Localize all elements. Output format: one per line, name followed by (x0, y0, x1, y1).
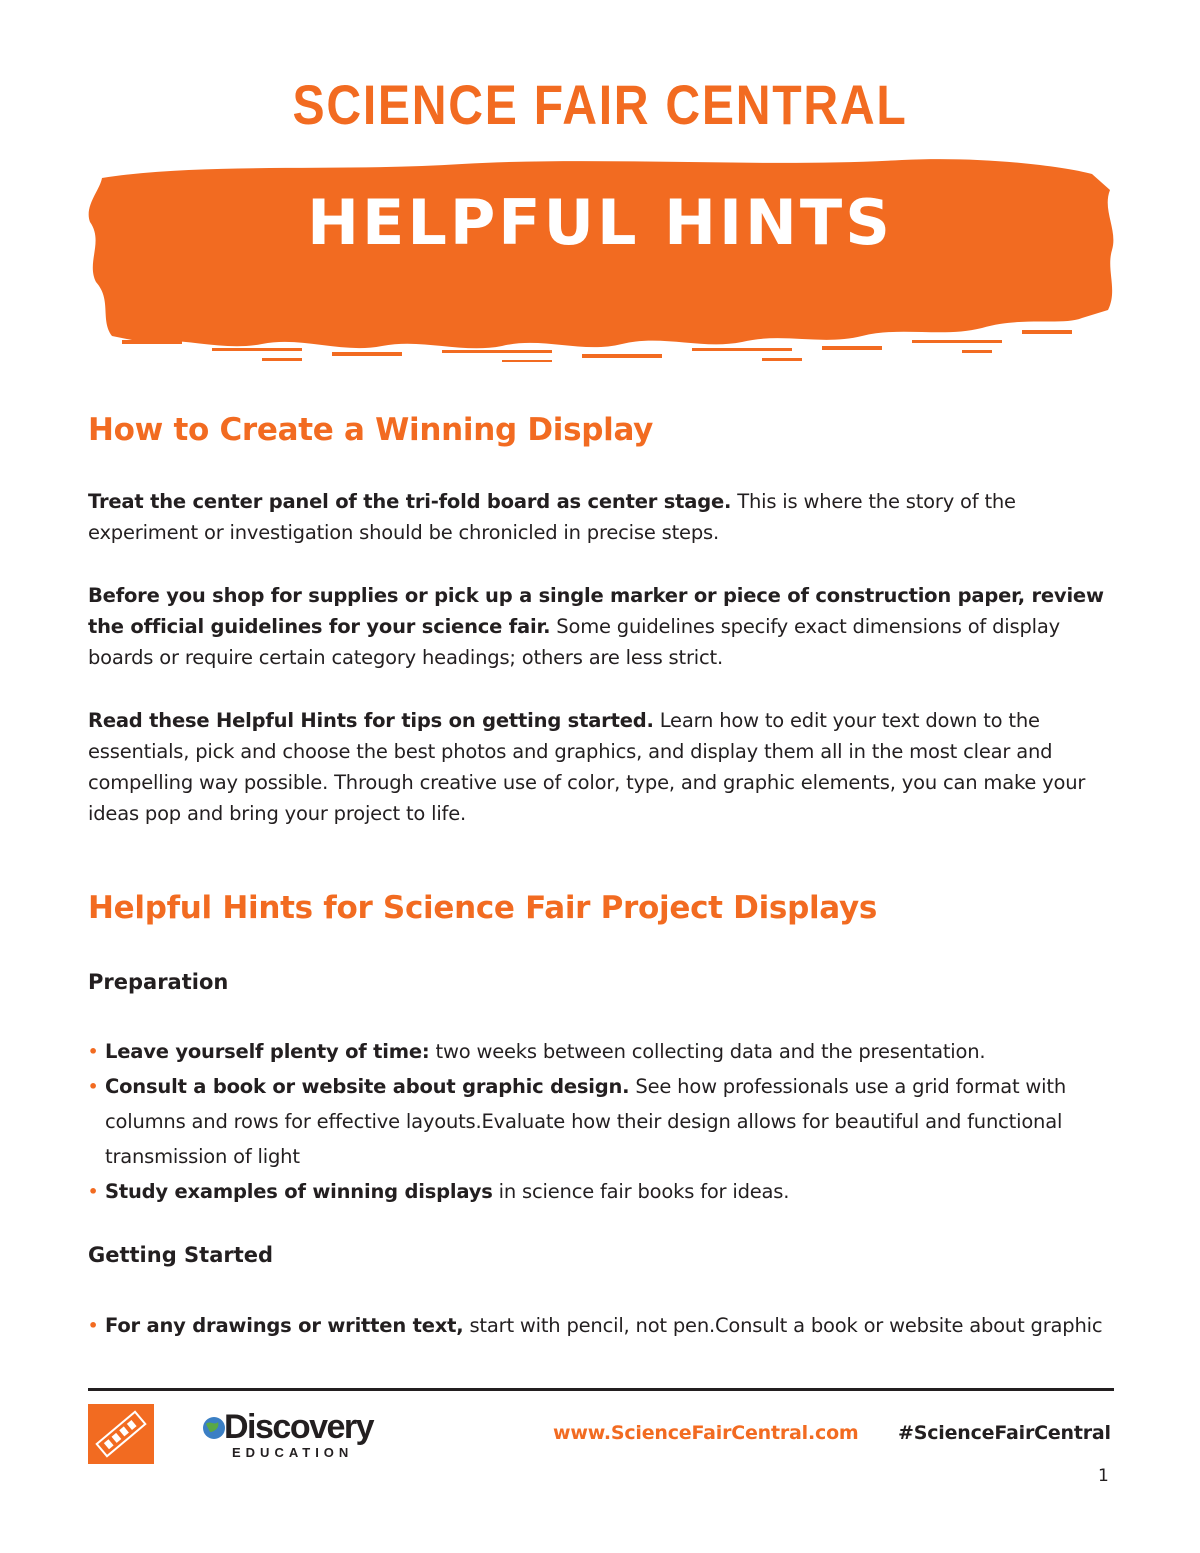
paragraph-1 (88, 486, 1118, 548)
bullet-icon: • (88, 1042, 99, 1061)
list-item-bold: Consult a book or website about graphic design. (105, 1075, 630, 1098)
list-item-bold: For any drawings or written text, (105, 1314, 464, 1337)
home-depot-logo-icon (86, 1402, 156, 1466)
page-number: 1 (1098, 1466, 1109, 1486)
paragraph-3-text: Learn how to edit your text down to the essentials, pick and choose the best photos and graphics, and display them all in the most clear and compelling way possible. Through creative use of color, type, and graphic elements, you can make your ideas pop and bring your project to life. (88, 709, 1086, 825)
list-item (88, 1069, 1118, 1174)
list-item-bold: Leave yourself plenty of time: (105, 1040, 430, 1063)
paragraph-2-text: Some guidelines specify exact dimensions of display boards or require certain category headings; others are less strict. (88, 615, 1060, 669)
banner-title: HELPFUL HINTS (307, 186, 893, 259)
bullet-icon: • (88, 1182, 99, 1201)
paragraph-3 (88, 705, 1118, 829)
list-item-text: two weeks between collecting data and the presentation. (429, 1040, 986, 1063)
paragraph-2-bold: Before you shop for supplies or pick up a single marker or piece of construction paper, review the official guidelines for your science fair. (88, 584, 1104, 638)
bullet-icon: • (88, 1077, 99, 1096)
paragraph-1-bold: Treat the center panel of the tri-fold board as center stage. (88, 490, 732, 513)
list-item-text: in science fair books for ideas. (492, 1180, 790, 1203)
list-item (88, 1174, 1118, 1209)
subheading-getting-started: Getting Started (88, 1243, 274, 1267)
footer-divider (88, 1388, 1114, 1391)
paragraph-2 (88, 580, 1118, 673)
paragraph-3-bold: Read these Helpful Hints for tips on getting started. (88, 709, 654, 732)
section-title-helpful-hints: Helpful Hints for Science Fair Project Displays (88, 890, 878, 926)
list-item (88, 1308, 1118, 1343)
list-item-text: start with pencil, not pen.Consult a book or website about graphic (463, 1314, 1103, 1337)
section-title-winning-display: How to Create a Winning Display (88, 412, 654, 448)
list-item (88, 1034, 1118, 1069)
brand-title: SCIENCE FAIR CENTRAL (292, 73, 908, 136)
website-link[interactable]: www.ScienceFairCentral.com (553, 1422, 859, 1444)
subheading-preparation: Preparation (88, 970, 229, 994)
discovery-subtitle: EDUCATION (232, 1445, 354, 1460)
list-item-bold: Study examples of winning displays (105, 1180, 493, 1203)
paragraph-1-text: This is where the story of the experiment or investigation should be chronicled in precise steps. (88, 490, 1016, 544)
discovery-wordmark: Discovery (224, 1408, 374, 1446)
getting-started-list (88, 1308, 1118, 1343)
hashtag: #ScienceFairCentral (898, 1422, 1111, 1444)
bullet-icon: • (88, 1316, 99, 1335)
preparation-list (88, 1034, 1118, 1209)
list-item-text: See how professionals use a grid format with columns and rows for effective layouts.Evaluate how their design allows for beautiful and functional transmission of light (105, 1075, 1067, 1168)
